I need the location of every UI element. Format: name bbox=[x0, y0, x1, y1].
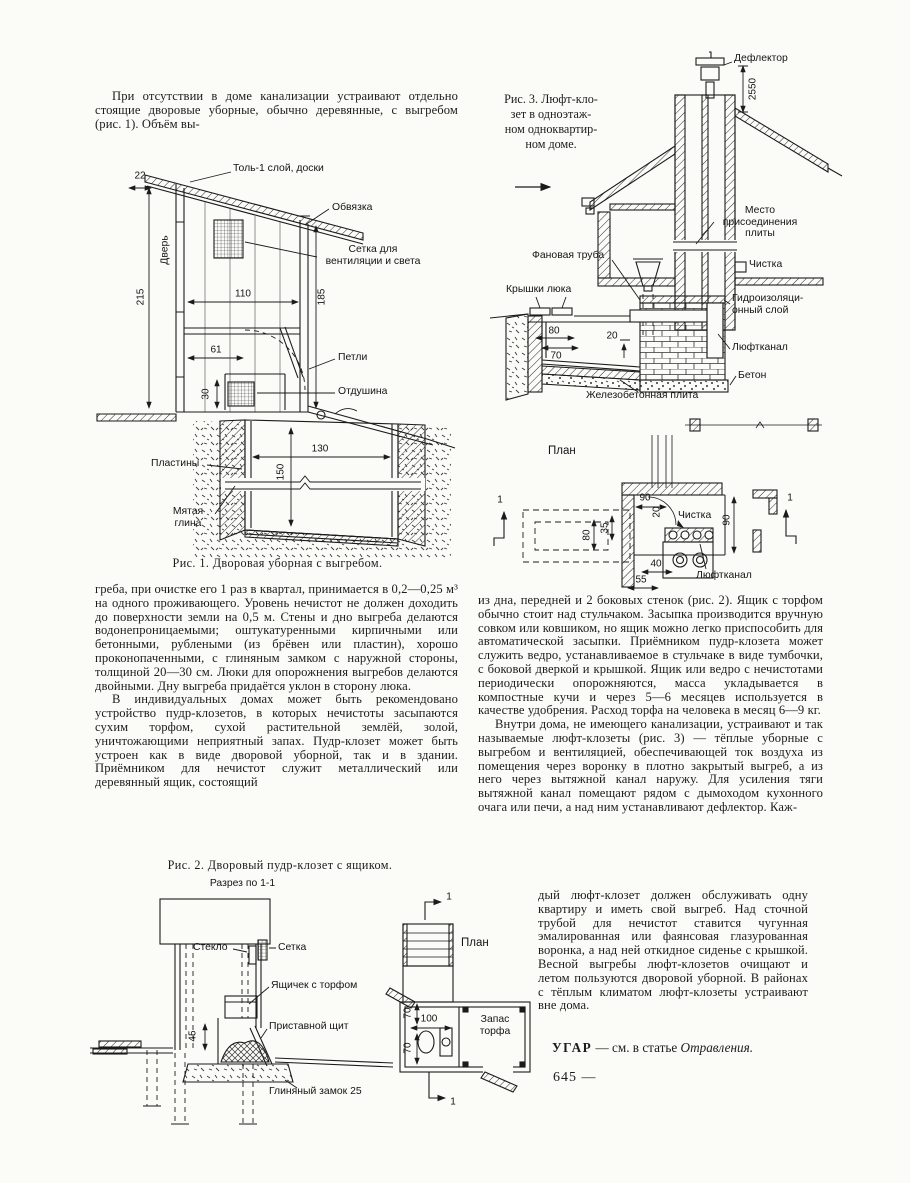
fig2-label-peat-store-line2: торфа bbox=[479, 1025, 511, 1037]
fig3-dim-plan-90a: 90 bbox=[639, 492, 651, 504]
fig3-dim-2550: 2550 bbox=[747, 77, 759, 101]
fig1-dim-61: 61 bbox=[210, 344, 222, 356]
fig2-dim-70b: 70 bbox=[402, 1042, 414, 1054]
figure1-drawing bbox=[95, 162, 460, 562]
fig1-dim-150: 150 bbox=[275, 463, 287, 481]
fig3-dim-plan-80: 80 bbox=[581, 529, 593, 541]
fig2-label-peat-store bbox=[467, 1014, 523, 1037]
fig1-label-clay-line2: глина bbox=[174, 517, 202, 529]
fig1-dim-22: 22 bbox=[134, 170, 146, 182]
fig1-label-frame: Обвязка bbox=[332, 202, 373, 213]
page-number: 645 — bbox=[553, 1070, 597, 1085]
fig1-label-mesh-line2: вентиляции и света bbox=[325, 255, 421, 267]
fig2-label-clay-lock: Глиняный замок 25 bbox=[269, 1086, 362, 1097]
figure3-luft-closet bbox=[490, 50, 880, 595]
fig3-label-stove-connection bbox=[714, 205, 806, 240]
fig3-dim-plan-90b: 90 bbox=[721, 514, 733, 526]
fig1-label-clay bbox=[159, 506, 217, 529]
fig1-label-vent: Отдушина bbox=[338, 386, 388, 397]
fig2-label-peat-store-line1: Запас bbox=[480, 1014, 510, 1025]
ugar-term: УГАР bbox=[552, 1040, 593, 1055]
fig1-dim-30: 30 bbox=[200, 388, 212, 400]
fig3-label-plan-luft: Люфтканал bbox=[696, 570, 752, 581]
fig3-dim-80: 80 bbox=[548, 325, 560, 337]
fig2-label-shield: Приставной щит bbox=[269, 1021, 349, 1032]
fig3-section-mark-left: 1 bbox=[497, 494, 503, 506]
fig1-dim-130: 130 bbox=[311, 443, 329, 455]
fig1-label-door: Дверь bbox=[159, 235, 171, 265]
fig3-label-cleanout: Чистка bbox=[749, 259, 783, 270]
fig2-label-plan: План bbox=[461, 937, 489, 949]
intro-text: При отсутствии в доме канализации устраивают отдельно стоящие дворовые уборные, обычно деревянные, с выгребом (рис. 1). Объём вы- bbox=[95, 89, 458, 131]
fig1-label-mesh bbox=[317, 244, 429, 267]
ugar-entry bbox=[552, 1040, 753, 1056]
fig3-label-concrete: Бетон bbox=[738, 370, 767, 381]
ugar-reference: Отравления. bbox=[680, 1040, 754, 1055]
fig3-label-waterproofing-line1: Гидроизоляци- bbox=[732, 293, 804, 304]
fig1-label-clay-line1: Мятая bbox=[172, 506, 204, 517]
fig3-label-soil-pipe: Фановая труба bbox=[532, 250, 605, 261]
fig1-dim-185: 185 bbox=[316, 288, 328, 306]
fig2-label-mesh: Сетка bbox=[278, 942, 307, 953]
figure1-outhouse-section bbox=[95, 162, 460, 562]
figure2-powder-closet bbox=[85, 878, 545, 1150]
fig3-label-luft-channel: Люфтканал bbox=[732, 342, 788, 353]
fig3-label-stove-line1: Место bbox=[744, 205, 776, 216]
right-column-para2a: Внутри дома, не имеющего канализации, устраивают и так называемые люфт-клозеты (рис. 3) — тёплые уборные с выгребом и вентиляцией, обеспечивающей ток воздуха из помещения через воронку в плотно закрытый выгреб, а из него через вытяжной канал наружу. Для усиления тяги вытяжной канал помещают рядом с дымоходом кухонного очага или печи, а над ним устанавливают дефлектор. Каж- bbox=[478, 717, 823, 814]
fig2-section-mark-bottom: 1 bbox=[450, 1096, 456, 1108]
fig3-label-plan-cleanout: Чистка bbox=[678, 510, 712, 521]
fig2-dim-45: 45 bbox=[187, 1030, 199, 1042]
fig3-label-plan: План bbox=[548, 445, 576, 457]
right-column-text-wrapped bbox=[538, 889, 808, 1013]
fig2-label-glass: Стекло bbox=[193, 942, 228, 953]
intro-paragraph bbox=[95, 90, 458, 131]
fig3-label-stove-line2: присоединения bbox=[722, 216, 798, 228]
fig2-section-mark-top: 1 bbox=[446, 891, 452, 903]
fig1-label-planks: Пластины bbox=[151, 458, 200, 469]
fig3-label-waterproofing-line2: онный слой bbox=[732, 304, 789, 316]
fig3-label-stove-line3: плиты bbox=[745, 228, 775, 240]
fig3-label-waterproofing bbox=[732, 293, 803, 316]
fig3-section-mark-right: 1 bbox=[787, 492, 793, 504]
left-column-text bbox=[95, 583, 458, 790]
fig2-dim-70a: 70 bbox=[402, 1007, 414, 1019]
figure3-caption-line4: ном доме. bbox=[525, 137, 577, 151]
figure3-caption-line3: ном одноквартир- bbox=[504, 122, 598, 136]
ugar-mid: — см. в статье bbox=[592, 1040, 681, 1055]
fig3-dim-20: 20 bbox=[606, 330, 618, 342]
right-column-para2b: дый люфт-клозет должен обслуживать одну квартиру и иметь свой выгреб. Над сточной трубой для нечистот ставится чугунная эмалированная или фаянсовая глазурованная воронка, а над ней откидное сиденье с крышкой. Весной выгребы люфт-клозетов очищают и летом пользуются дворовой уборной. В районах с тёплым климатом люфт-клозеты устраивают вне дома. bbox=[538, 888, 808, 1013]
figure1-caption: Рис. 1. Дворовая уборная с выгребом. bbox=[172, 556, 383, 570]
fig1-dim-110: 110 bbox=[235, 288, 251, 300]
fig1-label-roof: Толь-1 слой, доски bbox=[233, 163, 324, 174]
fig3-dim-70: 70 bbox=[550, 350, 562, 362]
fig3-dim-plan-40: 40 bbox=[650, 558, 662, 570]
figure3-caption-line2: зет в одноэтаж- bbox=[510, 107, 592, 121]
fig3-label-deflector: Дефлектор bbox=[734, 53, 788, 64]
right-column-para1: из дна, передней и 2 боковых стенок (рис. 2). Ящик с торфом обычно стоит над стульчаком. Засыпка производится вручную совком или ковшиком, но ящик можно легко приспособить для автоматической засыпки. Приёмником пудр-клозета может служить ведро, устанавливаемое в стульчаке в виде тумбочки, с боковой дверкой и крышкой. Ящик или ведро с нечистотами периодически опорожняются, масса укладывается в компостные кучи и через 5—6 месяцев используется в качестве удобрения. Расход торфа на человека в месяц 6—9 кг. bbox=[478, 593, 823, 718]
fig3-label-hatch-covers: Крышки люка bbox=[506, 284, 572, 295]
left-column-para2: В индивидуальных домах может быть рекомендовано устройство пудр-клозетов, в которых нечистоты засыпаются сухим торфом, сухой растительной землёй, золой, уничтожающими неприятный запах. Пудр-клозет может быть устроен как в виде дворовой уборной, так и в здании. Приёмником для нечистот служит металлический или деревянный ящик, состоящий bbox=[95, 692, 458, 790]
figure3-caption-line1: Рис. 3. Люфт-кло- bbox=[504, 92, 598, 106]
fig3-dim-plan-55: 55 bbox=[635, 574, 647, 586]
fig3-dim-plan-35: 35 bbox=[599, 522, 611, 534]
fig2-label-peat-box: Ящичек с торфом bbox=[271, 980, 358, 991]
fig3-dim-plan-20: 20 bbox=[651, 506, 663, 518]
fig1-dim-215: 215 bbox=[135, 288, 147, 306]
figure2-caption: Рис. 2. Дворовый пудр-клозет с ящиком. bbox=[167, 858, 393, 872]
fig1-label-hinges: Петли bbox=[338, 352, 368, 363]
fig3-label-rc-slab: Железобетонная плита bbox=[586, 390, 699, 401]
fig1-label-mesh-line1: Сетка для bbox=[348, 244, 398, 255]
fig2-dim-100: 100 bbox=[420, 1013, 438, 1025]
left-column-para1: греба, при очистке его 1 раз в квартал, принимается в 0,2—0,25 м³ на одного проживающего. Уровень нечистот не должен доходить до поверхности земли на 0,5 м. Стены и дно выгреба делаются водонепроницаемыми; оштукатуренными кирпичными или бетонными, рублеными (из брёвен или пластин), хорошо проконопаченными, с глиняным замком с наружной стороны, толщиной 20—30 см. Люки для опорожнения выгребов делаются двойными. Дну выгреба придаётся уклон в сторону люка. bbox=[95, 582, 458, 693]
right-column-text bbox=[478, 594, 823, 815]
fig2-section-title: Разрез по 1-1 bbox=[209, 878, 276, 889]
